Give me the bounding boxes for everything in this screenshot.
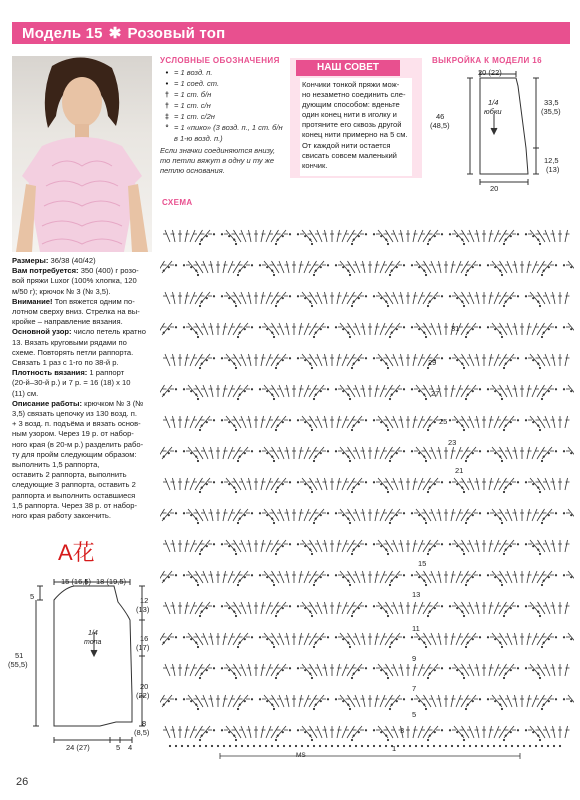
skirt-right-top-value: 33,5 (544, 98, 559, 107)
advice-line: свисать совсем маленький (302, 150, 397, 160)
advice-line: От каждой нити остается (302, 140, 391, 150)
model-photo (12, 56, 152, 252)
top-right-3-alt: (22) (136, 691, 150, 700)
legend-item: в 1-ю возд. п.) (174, 134, 223, 143)
page-number: 26 (16, 776, 29, 788)
row-number: 11 (412, 624, 420, 633)
top-left-value-alt: (55,5) (8, 660, 28, 669)
row-number: 5 (412, 710, 417, 719)
double-crochet-icon: † (164, 101, 170, 110)
instruction-line: Вам потребуется: 350 (400) г розо- (12, 266, 139, 276)
legend-item: ‡ = 1 ст. с/2н (160, 112, 288, 123)
legend-title: УСЛОВНЫЕ ОБОЗНАЧЕНИЯ (160, 56, 280, 65)
row-number: 9 (412, 654, 417, 663)
row-number: 25 (439, 417, 448, 426)
advice-line: дующим способом: вденьте (302, 100, 400, 110)
instruction-line: лотном сверху вниз. Стрелка на вы- (12, 307, 140, 317)
advice-line: протяните его сквозь другой (302, 120, 402, 130)
instruction-line: ного края работу закончить. (12, 511, 111, 521)
top-right-2-alt: (17) (136, 643, 150, 652)
advice-line: кончик. (302, 160, 328, 170)
top-left-value: 51 (15, 651, 24, 660)
advice-title: НАШ СОВЕТ (316, 62, 380, 73)
advice-line: но незаметно соединить сле- (302, 90, 406, 100)
instruction-line: Плотность вязания: 1 раппорт (12, 368, 125, 378)
instruction-line: вой пряжи Luxor (100% хлопка, 120 (12, 276, 137, 286)
row-number: 27 (431, 389, 440, 398)
legend-item: † = 1 ст. б/н (160, 90, 288, 101)
skirt-pattern-title: ВЫКРОЙКА К МОДЕЛИ 16 (432, 56, 542, 65)
instruction-line: оставить 2 раппорта, выполнить (12, 470, 127, 480)
star-icon: ✱ (108, 25, 122, 42)
row-number: 29 (428, 358, 437, 367)
instruction-lines (12, 266, 154, 521)
skirt-fraction: 1/4 (488, 98, 499, 107)
legend-item: ° = 1 «пико» (3 возд. п., 1 ст. б/н (160, 123, 288, 134)
row-number: 7 (412, 684, 417, 693)
skirt-right-bottom-value-alt: (13) (546, 165, 560, 174)
slip-stitch-icon: • (165, 79, 169, 88)
advice-line: один конец нити в иголку и (302, 110, 397, 120)
schema-title: СХЕМА (162, 198, 193, 207)
top-label: топа (84, 639, 102, 646)
skirt-left-value: 46 (436, 112, 445, 121)
chain-stitch-icon: • (165, 68, 169, 77)
crochet-schema-diagram (160, 208, 574, 764)
row-number: 13 (412, 590, 421, 599)
instruction-line: ного края (в 20-м р.) разделить рабо- (12, 439, 144, 449)
page-title (22, 24, 225, 42)
handwritten-label: A花 (58, 540, 95, 565)
top-right-4: 8 (142, 719, 147, 728)
row-number: 1 (392, 744, 397, 753)
instruction-line: Основной узор: число петель кратно (12, 327, 146, 337)
model-title: Розовый топ (127, 25, 226, 42)
top-right-4-alt: (8,5) (134, 728, 150, 737)
sizes-line: Размеры: 36/38 (40/42) (12, 256, 96, 265)
legend-item: • = 1 возд. п. (160, 68, 288, 79)
skirt-label: юбки (484, 107, 502, 116)
instruction-line: 1,5 раппорта. Через 38 р. от набор- (12, 500, 137, 510)
top-right-3: 20 (140, 682, 149, 691)
schema-ms-label: MS (296, 752, 306, 759)
skirt-right-top-value-alt: (35,5) (541, 107, 561, 116)
row-number: 3 (400, 726, 405, 735)
advice-line: конец нити примерно на 5 см. (302, 130, 408, 140)
single-crochet-icon: † (164, 90, 170, 99)
instruction-line: кройке – направление вязания. (12, 317, 123, 327)
instruction-line: Связать 1 раз с 1-го по 38-й р. (12, 358, 119, 368)
skirt-right-bottom-value: 12,5 (544, 156, 559, 165)
top-bottom-mid: 5 (116, 743, 121, 752)
treble-crochet-icon: ‡ (164, 112, 170, 121)
skirt-pattern-diagram (430, 66, 572, 194)
row-number: 23 (448, 438, 457, 447)
instruction-line: выполнить 1,5 раппорта, (12, 460, 100, 470)
legend-list (160, 68, 288, 145)
picot-icon: ° (165, 123, 169, 132)
advice-line: Кончики тонкой пряжи мож- (302, 80, 400, 89)
skirt-top-width: 20 (22) (478, 68, 502, 77)
instruction-line: Описание работы: крючком № 3 (№ (12, 398, 144, 408)
instruction-line: ным узором. Через 19 р. от набор- (12, 429, 134, 439)
instruction-line: 13. Вязать круговыми рядами по (12, 337, 127, 347)
row-number: 15 (418, 559, 427, 568)
instruction-line: ту для пройм следующим образом: (12, 449, 137, 459)
top-left-small: 5 (30, 592, 35, 601)
legend-item: • = 1 соед. ст. (160, 79, 288, 90)
legend-item: † = 1 ст. с/н (160, 101, 288, 112)
top-right-1-alt: (13) (136, 605, 150, 614)
instruction-line: м/50 г); крючок № 3 (№ 3,5). (12, 286, 111, 296)
legend-note: Если значки соединяются внизу, то петли вяжут в одну и ту же петлю основания. (160, 146, 276, 175)
top-bottom-left: 24 (27) (66, 743, 90, 752)
instruction-line: (20-й–30-й р.) и 7 р. = 16 (18) х 10 (12, 378, 131, 388)
row-number: 31 (451, 324, 460, 333)
top-fraction: 1/4 (88, 630, 98, 637)
top-width-right: 18 (19,5) (96, 577, 127, 586)
top-width-left: 15 (16,5) (61, 577, 92, 586)
model-photo-illustration (12, 56, 152, 252)
row-number: 21 (455, 466, 464, 475)
schema-stitches (160, 230, 574, 759)
instruction-line: Внимание! Топ вяжется одним по- (12, 296, 135, 306)
instruction-line: схеме. Повторять петли раппорта. (12, 347, 134, 357)
top-right-2: 16 (140, 634, 149, 643)
model-label: Модель 15 (22, 25, 103, 42)
instruction-line: (11) см. (12, 388, 39, 398)
instructions (12, 256, 154, 521)
advice-text (302, 80, 412, 171)
instruction-line: 3,5) связать цепочку из 130 возд. п. (12, 409, 137, 419)
top-bottom-right: 4 (128, 743, 133, 752)
instruction-line: следующие 3 раппорта, оставить 2 (12, 480, 136, 490)
instruction-line: раппорта и выполнить оставшиеся (12, 490, 136, 500)
skirt-left-value-alt: (48,5) (430, 121, 450, 130)
top-right-1: 12 (140, 596, 149, 605)
instruction-line: + 3 возд. п. подъёма и вязать основ- (12, 419, 141, 429)
skirt-bottom-width: 20 (490, 184, 499, 193)
